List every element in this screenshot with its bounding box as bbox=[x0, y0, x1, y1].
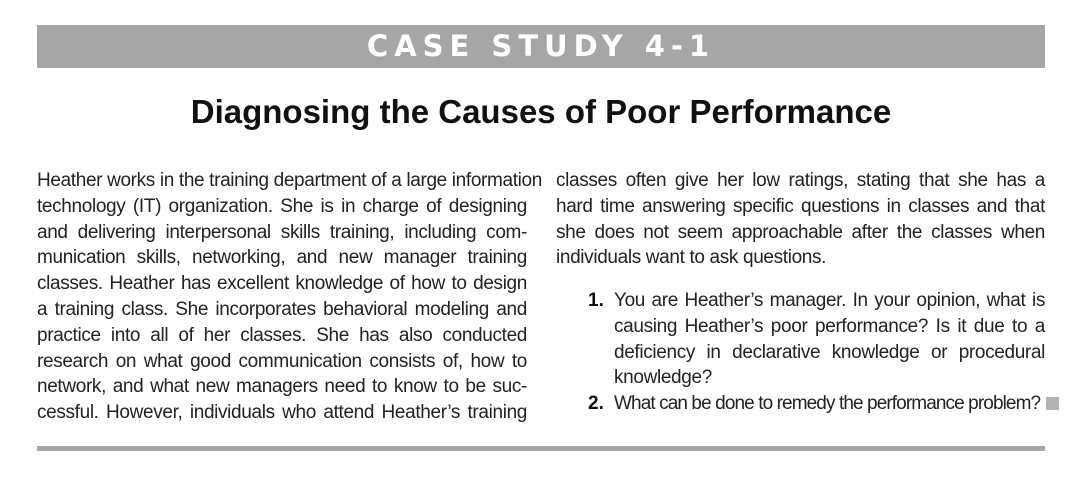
discussion-questions bbox=[588, 288, 1045, 417]
question-line-wrap bbox=[614, 391, 1045, 417]
question-2 bbox=[588, 391, 1045, 417]
end-of-case-marker bbox=[1046, 397, 1059, 410]
body-line: and delivering interpersonal skills training, including com- bbox=[37, 221, 527, 243]
body-line: practice into all of her classes. She has also conducted bbox=[37, 324, 527, 346]
case-study-banner bbox=[37, 25, 1045, 68]
body-line: classes often give her low ratings, stating that she has a bbox=[556, 170, 1045, 191]
question-line: deficiency in declarative knowledge or procedural bbox=[614, 341, 1045, 363]
case-title: Diagnosing the Causes of Poor Performance bbox=[190, 93, 892, 130]
bottom-divider bbox=[37, 446, 1045, 451]
question-number: 1. bbox=[588, 290, 604, 311]
body-line: individuals want to ask questions. bbox=[556, 247, 827, 269]
body-line: cessful. However, individuals who attend Heather’s training bbox=[37, 402, 527, 424]
body-line: network, and what new managers need to know to be suc- bbox=[37, 376, 527, 398]
body-line: Heather works in the training department of a large information bbox=[37, 170, 542, 191]
body-line: hard time answering specific questions in classes and that bbox=[556, 195, 1045, 217]
question-line: What can be done to remedy the performance problem? bbox=[614, 393, 1041, 415]
right-column bbox=[556, 168, 1045, 271]
body-line: munication skills, networking, and new manager training bbox=[37, 247, 527, 269]
question-line: causing Heather’s poor performance? Is it due to a bbox=[614, 315, 1045, 337]
body-line: technology (IT) organization. She is in charge of designing bbox=[37, 195, 527, 217]
body-line: classes. Heather has excellent knowledge of how to design bbox=[37, 273, 527, 295]
question-line: knowledge? bbox=[614, 367, 712, 389]
body-line: research on what good communication consists of, how to bbox=[37, 350, 527, 372]
question-line: You are Heather’s manager. In your opinion, what is bbox=[614, 290, 1045, 311]
body-line: a training class. She incorporates behavioral modeling and bbox=[37, 298, 527, 320]
question-1 bbox=[588, 288, 1045, 391]
left-column bbox=[37, 168, 542, 426]
case-study-label: CASE STUDY 4-1 bbox=[366, 29, 716, 63]
body-line: she does not seem approachable after the classes when bbox=[556, 221, 1045, 243]
question-number: 2. bbox=[588, 393, 604, 415]
